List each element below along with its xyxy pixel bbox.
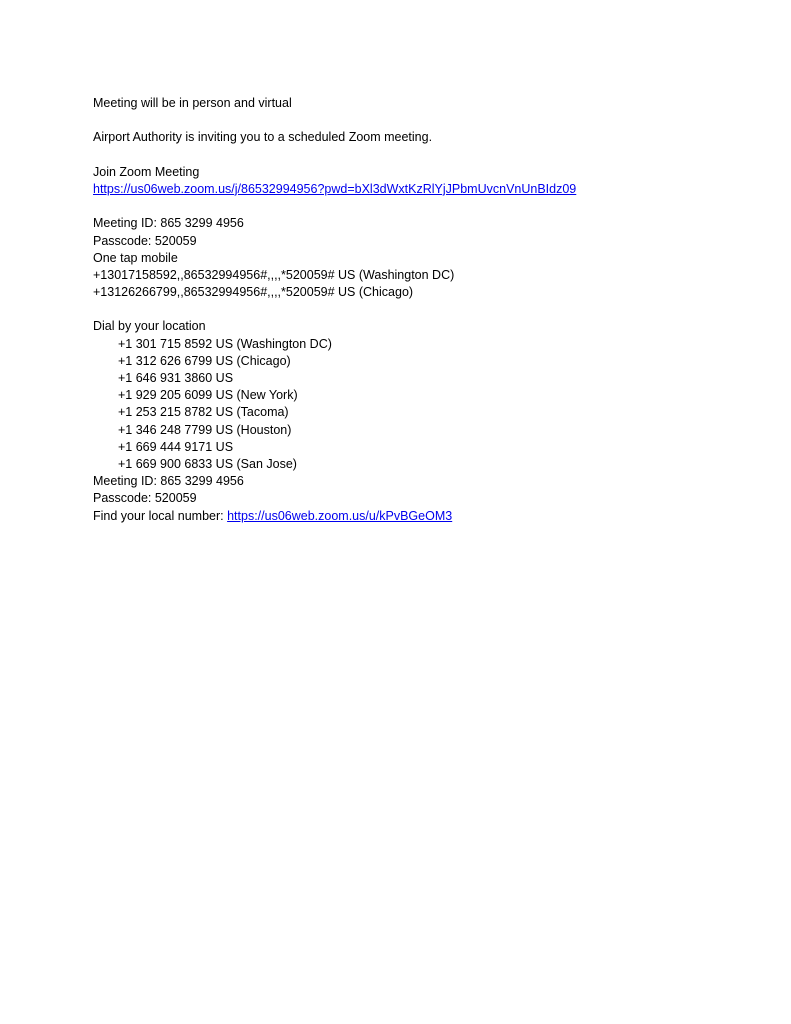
spacer — [93, 112, 733, 129]
local-number-link[interactable]: https://us06web.zoom.us/u/kPvBGeOM3 — [227, 508, 453, 523]
invite-text: Airport Authority is inviting you to a scheduled Zoom meeting. — [93, 130, 433, 145]
dial-number: +1 669 444 9171 US — [118, 439, 234, 454]
spacer — [93, 198, 733, 215]
one-tap-label: One tap mobile — [93, 250, 178, 265]
join-meeting-link[interactable]: https://us06web.zoom.us/j/86532994956?pwd=bXl3dWxtKzRlYjJPbmUvcnVnUnBIdz09 — [93, 181, 577, 196]
dial-number: +1 312 626 6799 US (Chicago) — [118, 353, 291, 368]
dial-number: +1 346 248 7799 US (Houston) — [118, 422, 292, 437]
dial-number: +1 929 205 6099 US (New York) — [118, 388, 298, 403]
dial-number: +1 646 931 3860 US — [118, 371, 234, 385]
meeting-id-text: Meeting ID: 865 3299 4956 — [93, 216, 244, 231]
spacer — [93, 301, 733, 318]
dial-number: +1 301 715 8592 US (Washington DC) — [118, 336, 332, 351]
document-body — [93, 95, 733, 525]
dial-label: Dial by your location — [93, 319, 206, 334]
dial-number: +1 669 900 6833 US (San Jose) — [118, 456, 297, 471]
intro-text: Meeting will be in person and virtual — [93, 96, 292, 110]
meeting-id-text: Meeting ID: 865 3299 4956 — [93, 474, 244, 489]
passcode-text: Passcode: 520059 — [93, 491, 197, 506]
join-link-row — [93, 181, 733, 198]
one-tap-number: +13126266799,,86532994956#,,,,*520059# US (Chicago) — [93, 285, 414, 300]
local-number-label: Find your local number: — [93, 508, 228, 523]
one-tap-number: +13017158592,,86532994956#,,,,*520059# US (Washington DC) — [93, 267, 455, 282]
passcode-text: Passcode: 520059 — [93, 233, 197, 248]
join-label: Join Zoom Meeting — [93, 164, 200, 179]
local-number-row — [93, 508, 733, 525]
spacer — [93, 147, 733, 164]
dial-number: +1 253 215 8782 US (Tacoma) — [118, 405, 289, 420]
